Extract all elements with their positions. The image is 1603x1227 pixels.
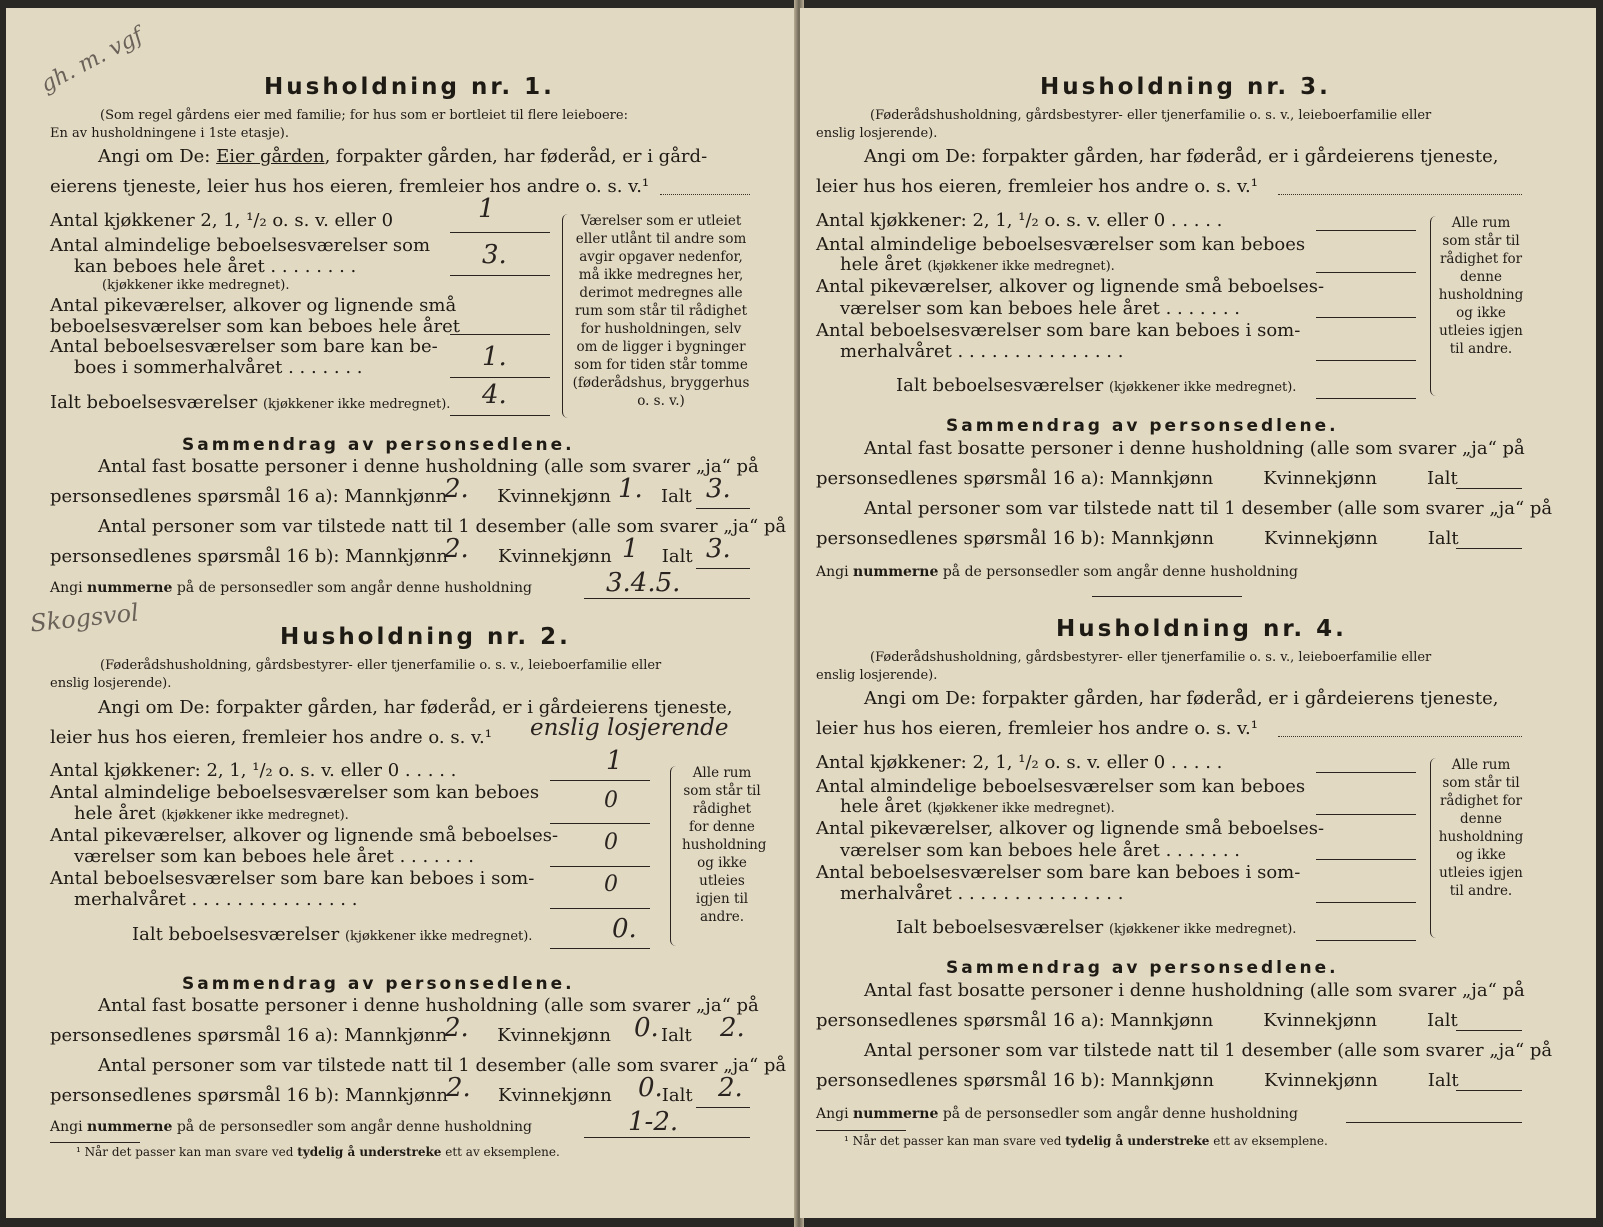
- h2-numbers-prefix: Angi: [50, 1119, 88, 1135]
- h1-kitchens-value: 1: [478, 194, 495, 224]
- h2-summer-rooms-value: 0: [604, 872, 618, 897]
- h2-numbers-suffix: på de personsedler som angår denne husholdning: [172, 1119, 532, 1135]
- right-footnote-prefix: ¹ Når det passer kan man svare ved: [844, 1134, 1066, 1148]
- h3-intro-line1: (Føderådshusholdning, gårdsbestyrer- eller tjenerfamilie o. s. v., leieboerfamilie eller: [870, 108, 1432, 123]
- h3-maid-rooms-label-b: værelser som kan beboes hele året . . . . . . .: [840, 298, 1240, 319]
- h2-side-note: Alle rum som står til rådighet for denne husholdning og ikke utleies igjen til andre.: [682, 765, 767, 925]
- h1-16b-total-label: Ialt: [661, 546, 693, 567]
- h3-summary-16a-line1: Antal fast bosatte personer i denne husholdning (alle som svarer „ja“ på: [864, 438, 1525, 459]
- h2-rooms-line: [550, 823, 650, 824]
- h1-angi-suffix: , forpakter gården, har føderåd, er i gård-: [324, 146, 708, 167]
- h1-16a-female-value: 1.: [618, 474, 643, 504]
- h1-summer-rooms-line: [450, 377, 550, 378]
- h1-summary-16b-line1: Antal personer som var tilstede natt til 1 desember (alle som svarer „ja“ på: [98, 516, 787, 537]
- h1-numbers-suffix: på de personsedler som angår denne husholdning: [172, 580, 532, 596]
- h4-summer-rooms-label-b: merhalvåret . . . . . . . . . . . . . . .: [840, 883, 1124, 904]
- h1-intro-line1: (Som regel gårdens eier med familie; for hus som er bortleiet til flere leieboere:: [100, 108, 628, 123]
- h2-total-rooms-value: 0.: [612, 914, 637, 944]
- h1-brace: [562, 214, 571, 418]
- h1-16b-female-value: 1: [622, 534, 639, 564]
- h2-rooms-label-a: Antal almindelige beboelsesværelser som kan beboes: [50, 782, 540, 803]
- h1-summer-rooms-label-a: Antal beboelsesværelser som bare kan be-: [50, 336, 438, 357]
- h1-angi-fill-line: [660, 194, 750, 195]
- h4-total-rooms-label: [896, 917, 1296, 938]
- h4-16b-total-label: Ialt: [1427, 1070, 1459, 1091]
- h2-16b-total-value: 2.: [718, 1073, 743, 1103]
- h3-rooms-label-b: [840, 254, 1115, 275]
- h1-intro-line2: En av husholdningene i 1ste etasje).: [50, 126, 289, 141]
- h3-total-rooms-note: (kjøkkener ikke medregnet).: [1108, 380, 1297, 395]
- h1-summary-16b-line2: [50, 546, 693, 567]
- h4-summer-rooms-line: [1316, 902, 1416, 903]
- section-divider: [1092, 596, 1242, 597]
- h2-16b-male-label: personsedlenes spørsmål 16 b): Mannkjønn: [50, 1085, 449, 1106]
- h1-side-note: Værelser som er utleiet eller utlånt til andre som avgir opgaver nedenfor, må ikke medregnes her, derimot medregnes alle rum som står til rådighet for husholdningen, selv om de ligger i bygninger som for tiden står tomme (føderådshus, bryggerhus o. s. v.): [572, 213, 750, 409]
- right-footnote-suffix: ett av eksemplene.: [1209, 1134, 1328, 1148]
- h1-kitchens-label: Antal kjøkkener 2, 1, ¹/₂ o. s. v. eller 0: [50, 210, 394, 231]
- h2-rooms-text: hele året: [74, 803, 156, 824]
- h2-summer-rooms-label-a: Antal beboelsesværelser som bare kan beboes i som-: [50, 868, 535, 889]
- h1-numbers-line: [584, 598, 750, 599]
- h1-summary-16a-line1: Antal fast bosatte personer i denne husholdning (alle som svarer „ja“ på: [98, 456, 759, 477]
- h4-16b-female-label: Kvinnekjønn: [1264, 1070, 1378, 1091]
- h3-kitchens-line: [1316, 230, 1416, 231]
- h3-rooms-note: (kjøkkener ikke medregnet).: [927, 259, 1115, 274]
- h3-summary-16a-line2: [816, 468, 1458, 489]
- h3-16b-female-label: Kvinnekjønn: [1264, 528, 1378, 549]
- h3-16a-total-line: [1456, 488, 1522, 489]
- h4-intro-line1: (Føderådshusholdning, gårdsbestyrer- eller tjenerfamilie o. s. v., leieboerfamilie eller: [870, 650, 1432, 665]
- h3-numbers-bold: nummerne: [853, 564, 939, 580]
- h2-numbers-bold: nummerne: [87, 1119, 173, 1135]
- h3-summary-16b-line2: [816, 528, 1459, 549]
- h4-maid-rooms-label-a: Antal pikeværelser, alkover og lignende små beboelses-: [816, 818, 1325, 839]
- h3-16b-total-label: Ialt: [1427, 528, 1459, 549]
- h2-16a-male-value: 2.: [444, 1013, 469, 1043]
- h4-16a-total-label: Ialt: [1426, 1010, 1458, 1031]
- h3-numbers-label: [816, 564, 1298, 580]
- left-footnote: [76, 1145, 560, 1159]
- h4-summary-16a-line2: [816, 1010, 1458, 1031]
- h3-angi-line2: leier hus hos eieren, fremleier hos andre o. s. v.¹: [816, 176, 1258, 197]
- h1-16a-total-line: [696, 508, 750, 509]
- h3-16b-male-label: personsedlenes spørsmål 16 b): Mannkjønn: [816, 528, 1215, 549]
- h4-footnote-rule: [816, 1130, 906, 1131]
- h2-numbers-label: [50, 1119, 532, 1135]
- h3-numbers-prefix: Angi: [816, 564, 854, 580]
- h2-kitchens-line: [550, 780, 650, 781]
- h2-16b-female-value: 0.: [638, 1073, 663, 1103]
- h2-summary-16a-line1: Antal fast bosatte personer i denne husholdning (alle som svarer „ja“ på: [98, 995, 759, 1016]
- h2-numbers-line: [584, 1137, 750, 1138]
- h4-16a-total-line: [1456, 1030, 1522, 1031]
- right-footnote: [844, 1134, 1328, 1148]
- h1-kitchens-line: [450, 232, 550, 233]
- h1-16a-total-value: 3.: [706, 474, 731, 504]
- h1-summary-16a-line2: [50, 486, 692, 507]
- h1-16b-female-label: Kvinnekjønn: [498, 546, 612, 567]
- h1-16b-total-line: [696, 568, 750, 569]
- h1-numbers-value: 3.4.5.: [606, 568, 681, 598]
- h1-numbers-prefix: Angi: [50, 580, 88, 596]
- h4-total-rooms-note: (kjøkkener ikke medregnet).: [1108, 922, 1297, 937]
- h3-16b-total-line: [1456, 548, 1522, 549]
- h4-angi-fill-line: [1278, 736, 1522, 737]
- h1-rooms-label-b: kan beboes hele året . . . . . . . .: [74, 256, 357, 277]
- h1-16b-male-value: 2.: [444, 534, 469, 564]
- h2-16b-total-line: [696, 1107, 750, 1108]
- h4-angi-line1: Angi om De: forpakter gården, har føderåd, er i gårdeierens tjeneste,: [864, 688, 1499, 709]
- h3-side-note: Alle rum som står til rådighet for denne husholdning og ikke utleies igjen til andre.: [1438, 215, 1524, 357]
- h1-16a-female-label: Kvinnekjønn: [497, 486, 611, 507]
- h1-summary-title: Sammendrag av personsedlene.: [182, 435, 575, 455]
- h4-16a-male-label: personsedlenes spørsmål 16 a): Mannkjønn: [816, 1010, 1214, 1031]
- left-footnote-prefix: ¹ Når det passer kan man svare ved: [76, 1145, 298, 1159]
- h1-16b-total-value: 3.: [706, 534, 731, 564]
- h1-angi-line1: [98, 146, 707, 167]
- h4-kitchens-label: Antal kjøkkener: 2, 1, ¹/₂ o. s. v. eller 0 . . . . .: [816, 752, 1223, 773]
- household-1-title: Husholdning nr. 1.: [264, 74, 555, 100]
- household-2-title: Husholdning nr. 2.: [280, 624, 571, 650]
- h2-maid-rooms-line: [550, 866, 650, 867]
- h3-rooms-label-a: Antal almindelige beboelsesværelser som kan beboes: [816, 234, 1306, 255]
- h4-16a-female-label: Kvinnekjønn: [1263, 1010, 1377, 1031]
- h2-kitchens-label: Antal kjøkkener: 2, 1, ¹/₂ o. s. v. eller 0 . . . . .: [50, 760, 457, 781]
- h3-numbers-suffix: på de personsedler som angår denne husholdning: [938, 564, 1298, 580]
- h3-16a-total-label: Ialt: [1426, 468, 1458, 489]
- h4-summary-16b-line1: Antal personer som var tilstede natt til 1 desember (alle som svarer „ja“ på: [864, 1040, 1553, 1061]
- h4-numbers-bold: nummerne: [853, 1106, 939, 1122]
- pencil-corner-note: gh. m. vgf: [36, 23, 148, 98]
- h2-summary-16b-line1: Antal personer som var tilstede natt til 1 desember (alle som svarer „ja“ på: [98, 1055, 787, 1076]
- h2-16b-total-label: Ialt: [661, 1085, 693, 1106]
- h4-angi-line2: leier hus hos eieren, fremleier hos andre o. s. v.¹: [816, 718, 1258, 739]
- h1-maid-rooms-label-a: Antal pikeværelser, alkover og lignende små: [50, 295, 457, 316]
- h1-angi-prefix: Angi om De:: [98, 146, 217, 167]
- h2-angi-value: enslig losjerende: [530, 715, 729, 741]
- h3-total-rooms-text: Ialt beboelsesværelser: [896, 375, 1104, 396]
- h4-intro-line2: enslig losjerende).: [816, 668, 938, 683]
- h4-summary-title: Sammendrag av personsedlene.: [946, 958, 1339, 978]
- h3-summer-rooms-label-b: merhalvåret . . . . . . . . . . . . . . .: [840, 341, 1124, 362]
- h3-maid-rooms-line: [1316, 317, 1416, 318]
- h2-summary-title: Sammendrag av personsedlene.: [182, 974, 575, 994]
- h2-numbers-value: 1-2.: [628, 1107, 679, 1137]
- h2-maid-rooms-value: 0: [604, 830, 618, 855]
- h3-summary-title: Sammendrag av personsedlene.: [946, 416, 1339, 436]
- h2-footnote-rule: [50, 1142, 140, 1143]
- h3-angi-line1: Angi om De: forpakter gården, har føderåd, er i gårdeierens tjeneste,: [864, 146, 1499, 167]
- h2-brace: [670, 766, 679, 946]
- h2-summer-rooms-label-b: merhalvåret . . . . . . . . . . . . . . .: [74, 889, 358, 910]
- h3-angi-fill-line: [1278, 194, 1522, 195]
- h1-16a-male-value: 2.: [444, 474, 469, 504]
- h2-total-rooms-label: [132, 924, 532, 945]
- h3-16a-female-label: Kvinnekjønn: [1263, 468, 1377, 489]
- h2-summary-16a-line2: [50, 1025, 692, 1046]
- h2-total-rooms-text: Ialt beboelsesværelser: [132, 924, 340, 945]
- h1-summer-rooms-label-b: boes i sommerhalvåret . . . . . . .: [74, 357, 363, 378]
- h2-angi-line1: Angi om De: forpakter gården, har føderåd, er i gårdeierens tjeneste,: [98, 697, 733, 718]
- h2-kitchens-value: 1: [606, 746, 623, 776]
- h4-numbers-label: [816, 1106, 1298, 1122]
- h2-16a-female-label: Kvinnekjønn: [497, 1025, 611, 1046]
- h1-angi-line2: eierens tjeneste, leier hus hos eieren, fremleier hos andre o. s. v.¹: [50, 176, 650, 197]
- h1-angi-owner-underlined: Eier gården: [216, 146, 325, 167]
- h4-rooms-label-a: Antal almindelige beboelsesværelser som kan beboes: [816, 776, 1306, 797]
- h2-16a-total-label: Ialt: [660, 1025, 692, 1046]
- h4-summary-16a-line1: Antal fast bosatte personer i denne husholdning (alle som svarer „ja“ på: [864, 980, 1525, 1001]
- h1-numbers-label: [50, 580, 532, 596]
- h2-rooms-note: (kjøkkener ikke medregnet).: [161, 808, 349, 823]
- h3-summer-rooms-label-a: Antal beboelsesværelser som bare kan beboes i som-: [816, 320, 1301, 341]
- h2-intro-line2: enslig losjerende).: [50, 676, 172, 691]
- h4-numbers-prefix: Angi: [816, 1106, 854, 1122]
- h2-maid-rooms-label-a: Antal pikeværelser, alkover og lignende små beboelses-: [50, 825, 559, 846]
- h2-16a-total-value: 2.: [720, 1013, 745, 1043]
- h3-intro-line2: enslig losjerende).: [816, 126, 938, 141]
- h2-maid-rooms-label-b: værelser som kan beboes hele året . . . . . . .: [74, 846, 474, 867]
- h1-maid-rooms-label-b: beboelsesværelser som kan beboes hele året: [50, 316, 460, 337]
- h2-rooms-label-b: [74, 803, 349, 824]
- h3-kitchens-label: Antal kjøkkener: 2, 1, ¹/₂ o. s. v. eller 0 . . . . .: [816, 210, 1223, 231]
- h3-rooms-text: hele året: [840, 254, 922, 275]
- h4-rooms-line: [1316, 814, 1416, 815]
- h4-side-note: Alle rum som står til rådighet for denne husholdning og ikke utleies igjen til andre.: [1438, 757, 1524, 899]
- h3-16a-male-label: personsedlenes spørsmål 16 a): Mannkjønn: [816, 468, 1214, 489]
- h3-total-rooms-label: [896, 375, 1296, 396]
- h1-16a-male-label: personsedlenes spørsmål 16 a): Mannkjønn: [50, 486, 448, 507]
- h2-total-rooms-note: (kjøkkener ikke medregnet).: [344, 929, 533, 944]
- h3-maid-rooms-label-a: Antal pikeværelser, alkover og lignende små beboelses-: [816, 276, 1325, 297]
- left-footnote-suffix: ett av eksemplene.: [441, 1145, 560, 1159]
- h4-rooms-text: hele året: [840, 796, 922, 817]
- h2-summary-16b-line2: [50, 1085, 693, 1106]
- right-page: [800, 8, 1596, 1218]
- h3-total-rooms-line: [1316, 398, 1416, 399]
- h1-16a-total-label: Ialt: [660, 486, 692, 507]
- h1-16b-male-label: personsedlenes spørsmål 16 b): Mannkjønn: [50, 546, 449, 567]
- h2-intro-line1: (Føderådshusholdning, gårdsbestyrer- eller tjenerfamilie o. s. v., leieboerfamilie eller: [100, 658, 662, 673]
- h4-total-rooms-line: [1316, 940, 1416, 941]
- h3-rooms-line: [1316, 272, 1416, 273]
- h4-maid-rooms-label-b: værelser som kan beboes hele året . . . . . . .: [840, 840, 1240, 861]
- h2-16b-male-value: 2.: [446, 1073, 471, 1103]
- left-page: [6, 8, 796, 1218]
- pencil-name-note: Skogsvol: [28, 598, 140, 638]
- h4-total-rooms-text: Ialt beboelsesværelser: [896, 917, 1104, 938]
- right-footnote-bold: tydelig å understreke: [1065, 1134, 1210, 1148]
- household-3-title: Husholdning nr. 3.: [1040, 74, 1331, 100]
- h2-rooms-value: 0: [604, 788, 618, 813]
- h3-summary-16b-line1: Antal personer som var tilstede natt til 1 desember (alle som svarer „ja“ på: [864, 498, 1553, 519]
- h4-numbers-suffix: på de personsedler som angår denne husholdning: [938, 1106, 1298, 1122]
- h2-16a-male-label: personsedlenes spørsmål 16 a): Mannkjønn: [50, 1025, 448, 1046]
- h1-total-rooms-note: (kjøkkener ikke medregnet).: [262, 397, 451, 412]
- h4-16b-male-label: personsedlenes spørsmål 16 b): Mannkjønn: [816, 1070, 1215, 1091]
- h1-rooms-line: [450, 275, 550, 276]
- h1-summer-rooms-value: 1.: [482, 342, 507, 372]
- h4-summary-16b-line2: [816, 1070, 1459, 1091]
- h4-kitchens-line: [1316, 772, 1416, 773]
- h4-rooms-note: (kjøkkener ikke medregnet).: [927, 801, 1115, 816]
- h2-angi-line2: leier hus hos eieren, fremleier hos andre o. s. v.¹: [50, 727, 492, 748]
- h1-rooms-value: 3.: [482, 240, 507, 270]
- h1-total-rooms-text: Ialt beboelsesværelser: [50, 392, 258, 413]
- h4-summer-rooms-label-a: Antal beboelsesværelser som bare kan beboes i som-: [816, 862, 1301, 883]
- h1-maid-rooms-line: [450, 334, 550, 335]
- h4-maid-rooms-line: [1316, 859, 1416, 860]
- h2-summer-rooms-line: [550, 908, 650, 909]
- h1-rooms-label-a: Antal almindelige beboelsesværelser som: [50, 235, 431, 256]
- h2-16b-female-label: Kvinnekjønn: [498, 1085, 612, 1106]
- h1-total-rooms-value: 4.: [482, 380, 507, 410]
- h4-rooms-label-b: [840, 796, 1115, 817]
- h2-16a-female-value: 0.: [634, 1013, 659, 1043]
- household-4-title: Husholdning nr. 4.: [1056, 616, 1347, 642]
- h3-summer-rooms-line: [1316, 360, 1416, 361]
- h4-numbers-line: [1346, 1122, 1522, 1123]
- h2-total-rooms-line: [550, 948, 650, 949]
- h4-16b-total-line: [1456, 1090, 1522, 1091]
- left-footnote-bold: tydelig å understreke: [297, 1145, 442, 1159]
- h1-total-rooms-label: [50, 392, 450, 413]
- h1-rooms-note: (kjøkkener ikke medregnet).: [102, 278, 290, 293]
- h1-total-rooms-line: [450, 415, 550, 416]
- h1-numbers-bold: nummerne: [87, 580, 173, 596]
